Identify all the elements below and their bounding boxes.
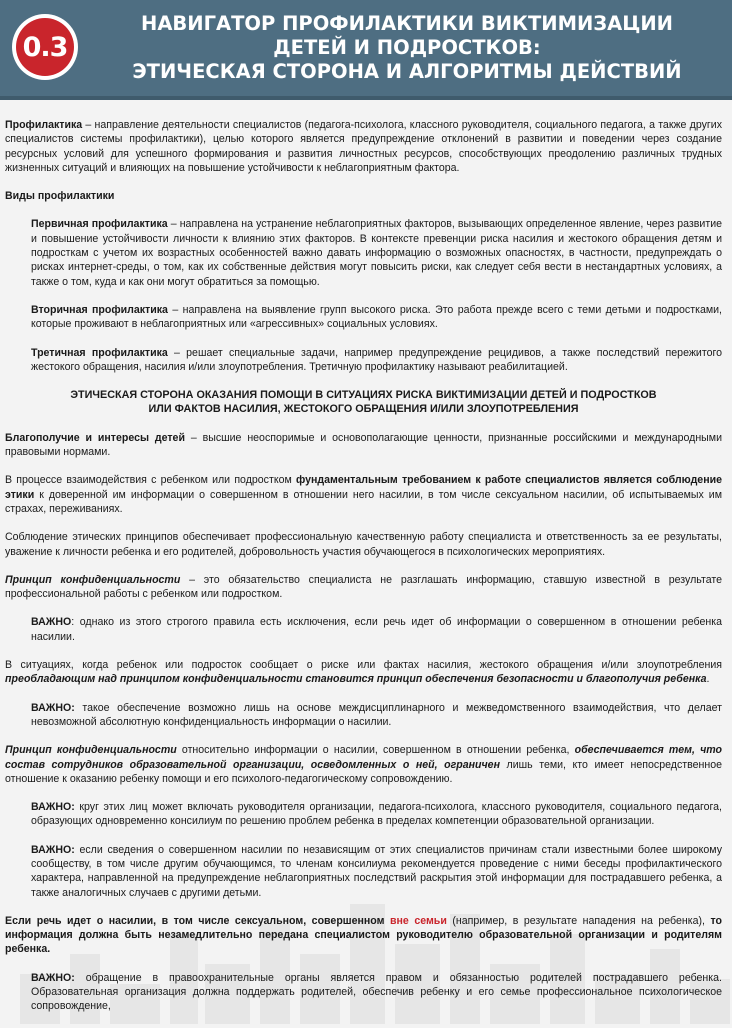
secondary-prevention: Вторичная профилактика – направлена на выявление групп высокого риска. Это работа прежде всего с теми детьми и подростками, которые проживают в неблагоприятных или «агрессивных» социальных условиях. <box>31 303 722 331</box>
important-note-2: ВАЖНО: такое обеспечение возможно лишь на основе междисциплинарного и межведомственного взаимодействия, что делает невозможной абсолютную конфиденциальность информации о насилии. <box>31 701 722 728</box>
important-note-4: ВАЖНО: если сведения о совершенном насилии по независящим от этих специалистов причинам стали известными более широкому сообществу, в том числе другим обучающимся, то членам консилиума рекомендуется проведение с ними беседы профилактического характера, направленной на предупреждение неблагоприятных последствий раскрытия этой информации для пострадавшего ребенка, а также аналогичных случаев с другими детьми. <box>31 843 722 899</box>
title-line-2: ДЕТЕЙ И ПОДРОСТКОВ: <box>273 36 541 59</box>
ethics-section-heading: ЭТИЧЕСКАЯ СТОРОНА ОКАЗАНИЯ ПОМОЩИ В СИТУАЦИЯХ РИСКА ВИКТИМИЗАЦИИ ДЕТЕЙ И ПОДРОСТКОВ ИЛИ ФАКТОВ НАСИЛИЯ, ЖЕСТОКОГО ОБРАЩЕНИЯ И/ИЛИ ЗЛОУПОТРЕБЛЕНИЯ <box>70 389 657 416</box>
situations-paragraph: В ситуациях, когда ребенок или подросток сообщает о риске или фактах насилия, жестокого обращения и/или злоупотребления преобладающим над принципом конфиденциальности становится принцип обеспечения безопасности и благополучия ребенка. <box>5 659 722 686</box>
violence-outside-family: Если речь идет о насилии, в том числе сексуальном, совершенном вне семьи (например, в результате нападения на ребенка), то информация должна быть незамедлительно передана специалистом руководителю образовательной организации и родителям ребенка. <box>5 914 722 956</box>
section-badge <box>12 14 78 80</box>
header-banner <box>0 0 732 100</box>
section-number: 0.3 <box>16 18 74 76</box>
interaction-paragraph: В процессе взаимодействия с ребенком или подростком фундаментальным требованием к работе специалистов является соблюдение этики к доверенной им информации о совершенном в отношении него насилии, в том числе сексуальном насилии, об испытываемых им страхах, переживаниях. <box>5 474 722 515</box>
title-line-3: ЭТИЧЕСКАЯ СТОРОНА И АЛГОРИТМЫ ДЕЙСТВИЙ <box>132 60 682 83</box>
important-note-1: ВАЖНО: однако из этого строгого правила есть исключения, если речь идет об информации о совершенном в отношении ребенка насилии. <box>31 616 722 643</box>
confidentiality-principle: Принцип конфиденциальности – это обязательство специалиста не разглашать информацию, ставшую известной в результате профессиональной работы с ребенком или подростком. <box>5 573 722 601</box>
main-content <box>5 118 722 1028</box>
prevention-definition: Профилактика – направление деятельности специалистов (педагога-психолога, классного руководителя, социального педагога, а также других специалистов системы профилактики), целью которого является предупреждение отклонений в развитии и поведении через создание ресурсных условий для успешного формирования и развития личностных ресурсов, способствующих преодолению различных трудных жизненных ситуаций и влияющих на повышение устойчивости к неблагоприятным фактора. <box>5 119 722 174</box>
page-title <box>92 12 722 84</box>
primary-prevention: Первичная профилактика – направлена на устранение неблагоприятных факторов, вызывающих определенное явление, через развитие и повышение устойчивости личности к влиянию этих факторов. В контексте превенции риска насилия и жестокого обращения детям и подросткам с учетом их возрастных особенностей важно давать информацию о возможных опасностях, в частности, предупреждать о рисках интернет-среды, о том, как их собственные действия могут повысить риски, как следует себя вести в нестандартных условиях, а также о том, куда и как они могут обратиться за помощью. <box>31 218 722 288</box>
important-note-5: ВАЖНО: обращение в правоохранительные органы является правом и обязанностью родителей пострадавшего ребенка. Образовательная организация должна поддержать родителей, обеспечив ребенку и его семье профессиональное психологическое сопровождение, <box>31 971 722 1013</box>
title-line-1: НАВИГАТОР ПРОФИЛАКТИКИ ВИКТИМИЗАЦИИ <box>141 12 673 35</box>
important-note-3: ВАЖНО: круг этих лиц может включать руководителя организации, педагога-психолога, классного руководителя, социального педагога, образующих одновременно консилиум по решению проблем ребенка в пределах компетенции образовательной организации. <box>31 801 722 828</box>
observance-paragraph: Соблюдение этических принципов обеспечивает профессиональную качественную работу специалиста и ответственность за ее результаты, уважение к личности ребенка и его родителей, добровольность участия обучающегося в психологических мероприятиях. <box>5 531 722 558</box>
tertiary-prevention: Третичная профилактика – решает специальные задачи, например предупреждение рецидивов, а также последствий пережитого жестокого обращения, насилия и/или злоупотребления. Третичную профилактику называют реабилитацией. <box>31 346 722 373</box>
wellbeing-paragraph: Благополучие и интересы детей – высшие неоспоримые и основополагающие ценности, признанные российскими и международными правовыми нормами. <box>5 431 722 459</box>
types-heading: Виды профилактики <box>5 190 115 203</box>
confidentiality-principle-2: Принцип конфиденциальности относительно информации о насилии, совершенном в отношении ребенка, обеспечивается тем, что состав сотрудников образовательной организации, осведомленных о ней, ограничен лишь теми, кто имеет непосредственное отношение к оказанию ребенку помощи и его психолого-педагогическому сопровождению. <box>5 744 722 785</box>
